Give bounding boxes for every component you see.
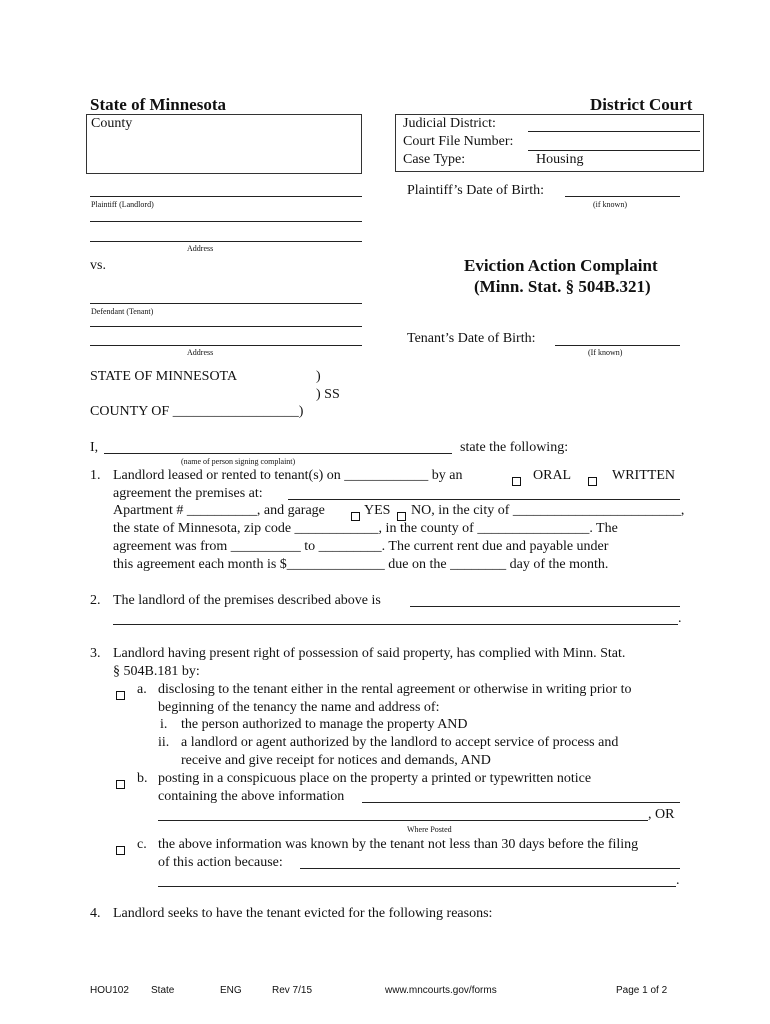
landlord-name-field[interactable] <box>410 606 680 607</box>
defendant-caption: Defendant (Tenant) <box>91 307 154 316</box>
landlord-name-field-2[interactable] <box>113 624 678 625</box>
defendant-address-field-1[interactable] <box>90 326 362 327</box>
intro-state-following: state the following: <box>460 440 569 455</box>
court-file-number-field[interactable] <box>528 150 700 151</box>
item2-line1: The landlord of the premises described above is <box>113 593 381 608</box>
footer-state: State <box>151 985 175 996</box>
case-type-label: Case Type: <box>403 152 466 167</box>
written-checkbox[interactable] <box>588 472 597 490</box>
judicial-district-label: Judicial District: <box>403 116 496 131</box>
where-posted-field[interactable] <box>158 820 648 821</box>
item3-line1: Landlord having present right of possession of said property, has complied with Minn. Stat. <box>113 646 626 661</box>
state-title: State of Minnesota <box>90 95 226 114</box>
plaintiff-address-field-1[interactable] <box>90 221 362 222</box>
footer-page-number: Page 1 of 2 <box>616 985 668 996</box>
if-known-caption: (if known) <box>593 200 627 209</box>
item3b-line2: containing the above information <box>158 789 345 804</box>
court-file-number-label: Court File Number: <box>403 134 514 149</box>
item3b-checkbox[interactable] <box>116 775 125 793</box>
item1-line5: agreement was from __________ to _________. The current rent due and payable under <box>113 539 609 554</box>
item2-number: 2. <box>90 593 101 608</box>
item3c-line1: the above information was known by the tenant not less than 30 days before the filing <box>158 837 639 852</box>
item4-number: 4. <box>90 906 101 921</box>
venue-state: STATE OF MINNESOTA <box>90 369 238 384</box>
item3a-line2: beginning of the tenancy the name and address of: <box>158 700 440 715</box>
tenant-dob-label: Tenant’s Date of Birth: <box>407 331 536 346</box>
court-title: District Court <box>590 95 693 114</box>
item1-line2: agreement the premises at: <box>113 486 263 501</box>
footer-language: ENG <box>220 985 242 996</box>
garage-yes-label: YES <box>364 503 391 518</box>
defendant-address-field-2[interactable] <box>90 345 362 346</box>
item3b-label: b. <box>137 771 148 786</box>
oral-label: ORAL <box>533 468 572 483</box>
judicial-district-field[interactable] <box>528 131 700 132</box>
item3b-or: , OR <box>648 807 675 822</box>
county-label: County <box>91 116 133 131</box>
plaintiff-dob-field[interactable] <box>565 196 680 197</box>
complaint-statute: (Minn. Stat. § 504B.321) <box>474 277 651 296</box>
vs-label: vs. <box>90 258 106 273</box>
item3a-ii-line2: receive and give receipt for notices and demands, AND <box>181 753 491 768</box>
written-label: WRITTEN <box>612 468 675 483</box>
plaintiff-address-field-2[interactable] <box>90 241 362 242</box>
signer-name-caption: (name of person signing complaint) <box>181 457 296 466</box>
plaintiff-name-field[interactable] <box>90 196 362 197</box>
signer-name-field[interactable] <box>104 453 452 454</box>
item3c-checkbox[interactable] <box>116 841 125 859</box>
venue-county: COUNTY OF __________________) <box>90 404 304 419</box>
item1-line1: Landlord leased or rented to tenant(s) on ____________ by an <box>113 468 463 483</box>
complaint-title: Eviction Action Complaint <box>464 256 658 275</box>
item3a-i-text: the person authorized to manage the property AND <box>181 717 468 732</box>
item3a-ii-label: ii. <box>158 735 170 750</box>
item1-line6: this agreement each month is $______________ due on the ________ day of the month. <box>113 557 609 572</box>
address-caption: Address <box>187 244 214 253</box>
footer-url[interactable]: www.mncourts.gov/forms <box>385 985 497 996</box>
posted-info-field[interactable] <box>362 802 680 803</box>
item3c-label: c. <box>137 837 147 852</box>
item3a-label: a. <box>137 682 147 697</box>
item2-end: . <box>678 611 682 626</box>
item1-line4: the state of Minnesota, zip code ____________, in the county of ________________. The <box>113 521 618 536</box>
where-posted-caption: Where Posted <box>407 825 452 834</box>
item3a-i-label: i. <box>160 717 168 732</box>
oral-checkbox[interactable] <box>512 472 521 490</box>
item3-line2: § 504B.181 by: <box>113 664 200 679</box>
case-type-value: Housing <box>536 152 584 167</box>
item3a-checkbox[interactable] <box>116 686 125 704</box>
plaintiff-caption: Plaintiff (Landlord) <box>91 200 154 209</box>
footer-form-code: HOU102 <box>90 985 129 996</box>
item3c-end: . <box>676 873 680 888</box>
item1-number: 1. <box>90 468 101 483</box>
item3b-line1: posting in a conspicuous place on the property a printed or typewritten notice <box>158 771 592 786</box>
item3c-line2: of this action because: <box>158 855 283 870</box>
item1-line3a: Apartment # __________, and garage <box>113 503 325 518</box>
known-because-field-2[interactable] <box>158 886 676 887</box>
tenant-dob-field[interactable] <box>555 345 680 346</box>
premises-field[interactable] <box>288 499 680 500</box>
venue-ss: ) SS <box>316 387 340 402</box>
defendant-name-field[interactable] <box>90 303 362 304</box>
item3a-ii-line1: a landlord or agent authorized by the landlord to accept service of process and <box>181 735 619 750</box>
address-caption-2: Address <box>187 348 214 357</box>
known-because-field[interactable] <box>300 868 680 869</box>
if-known-caption-2: (If known) <box>588 348 623 357</box>
item4-line1: Landlord seeks to have the tenant evicted for the following reasons: <box>113 906 493 921</box>
item3-number: 3. <box>90 646 101 661</box>
plaintiff-dob-label: Plaintiff’s Date of Birth: <box>407 183 544 198</box>
venue-paren: ) <box>316 369 321 384</box>
intro-i: I, <box>90 440 99 455</box>
item1-line3b: NO, in the city of ________________________, <box>411 503 685 518</box>
item3a-line1: disclosing to the tenant either in the rental agreement or otherwise in writing prior to <box>158 682 632 697</box>
footer-revision: Rev 7/15 <box>272 985 313 996</box>
